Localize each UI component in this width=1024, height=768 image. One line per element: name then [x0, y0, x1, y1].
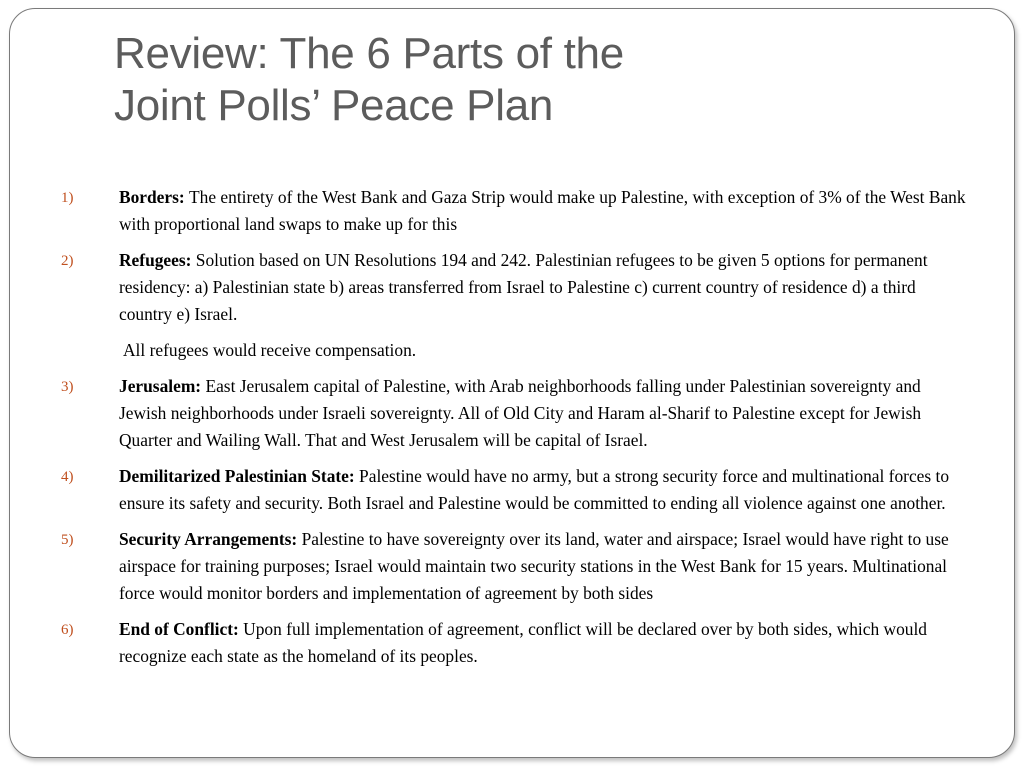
item-text: The entirety of the West Bank and Gaza Strip would make up Palestine, with exception of 3% of the West Bank with proportional land swaps to make up for this [119, 187, 966, 234]
item-term: End of Conflict: [119, 619, 244, 639]
item-text: Upon full implementation of agreement, conflict will be declared over by both sides, which would recognize each state as the homeland of its peoples. [119, 619, 928, 666]
slide-title [114, 28, 914, 132]
item-term: Jerusalem: [119, 376, 206, 396]
list-item-end-of-conflict [0, 616, 1024, 670]
item-text: East Jerusalem capital of Palestine, with Arab neighborhoods falling under Palestinian sovereignty and Jewish neighborhoods under Israeli sovereignty. All of Old City and Haram al-Sharif to Palestine except for Jewish Quarter and Wailing Wall. That and West Jerusalem will be capital of Israel. [119, 376, 922, 450]
title-line-1: Review: The 6 Parts of the [114, 29, 624, 78]
item-text: Palestine would have no army, but a strong security force and multinational forces to ensure its safety and security. Both Israel and Palestine would be committed to ending all violence against one another. [119, 466, 950, 513]
list-item-refugees [0, 247, 1024, 328]
item-number: 4) [61, 469, 74, 485]
item-number: 5) [61, 532, 74, 548]
item-number: 2) [61, 253, 74, 269]
list-item-security-arrangements [0, 526, 1024, 607]
item-term: Security Arrangements: [119, 529, 302, 549]
item-term: Borders: [119, 187, 190, 207]
item-number: 6) [61, 622, 74, 638]
item-number: 3) [61, 379, 74, 395]
list-item-demilitarized-state [0, 463, 1024, 517]
item-text: Solution based on UN Resolutions 194 and 242. Palestinian refugees to be given 5 options for permanent residency: a) Palestinian state b) areas transferred from Israel to Palestine c) current country of residence d) a third country e) Israel. [119, 250, 928, 324]
title-line-2: Joint Polls’ Peace Plan [114, 81, 554, 130]
item-term: Demilitarized Palestinian State: [119, 466, 360, 486]
item-text: Palestine to have sovereignty over its land, water and airspace; Israel would have right to use airspace for training purposes; Israel would maintain two security stations in the West Bank for 15 years. Multinational force would monitor borders and implementation of agreement by both sides [119, 529, 949, 603]
numbered-list [0, 184, 1024, 679]
refugees-compensation-note: All refugees would receive compensation. [123, 340, 417, 360]
list-item-borders [0, 184, 1024, 238]
item-term: Refugees: [119, 250, 196, 270]
item-number: 1) [61, 190, 74, 206]
list-item-jerusalem [0, 373, 1024, 454]
